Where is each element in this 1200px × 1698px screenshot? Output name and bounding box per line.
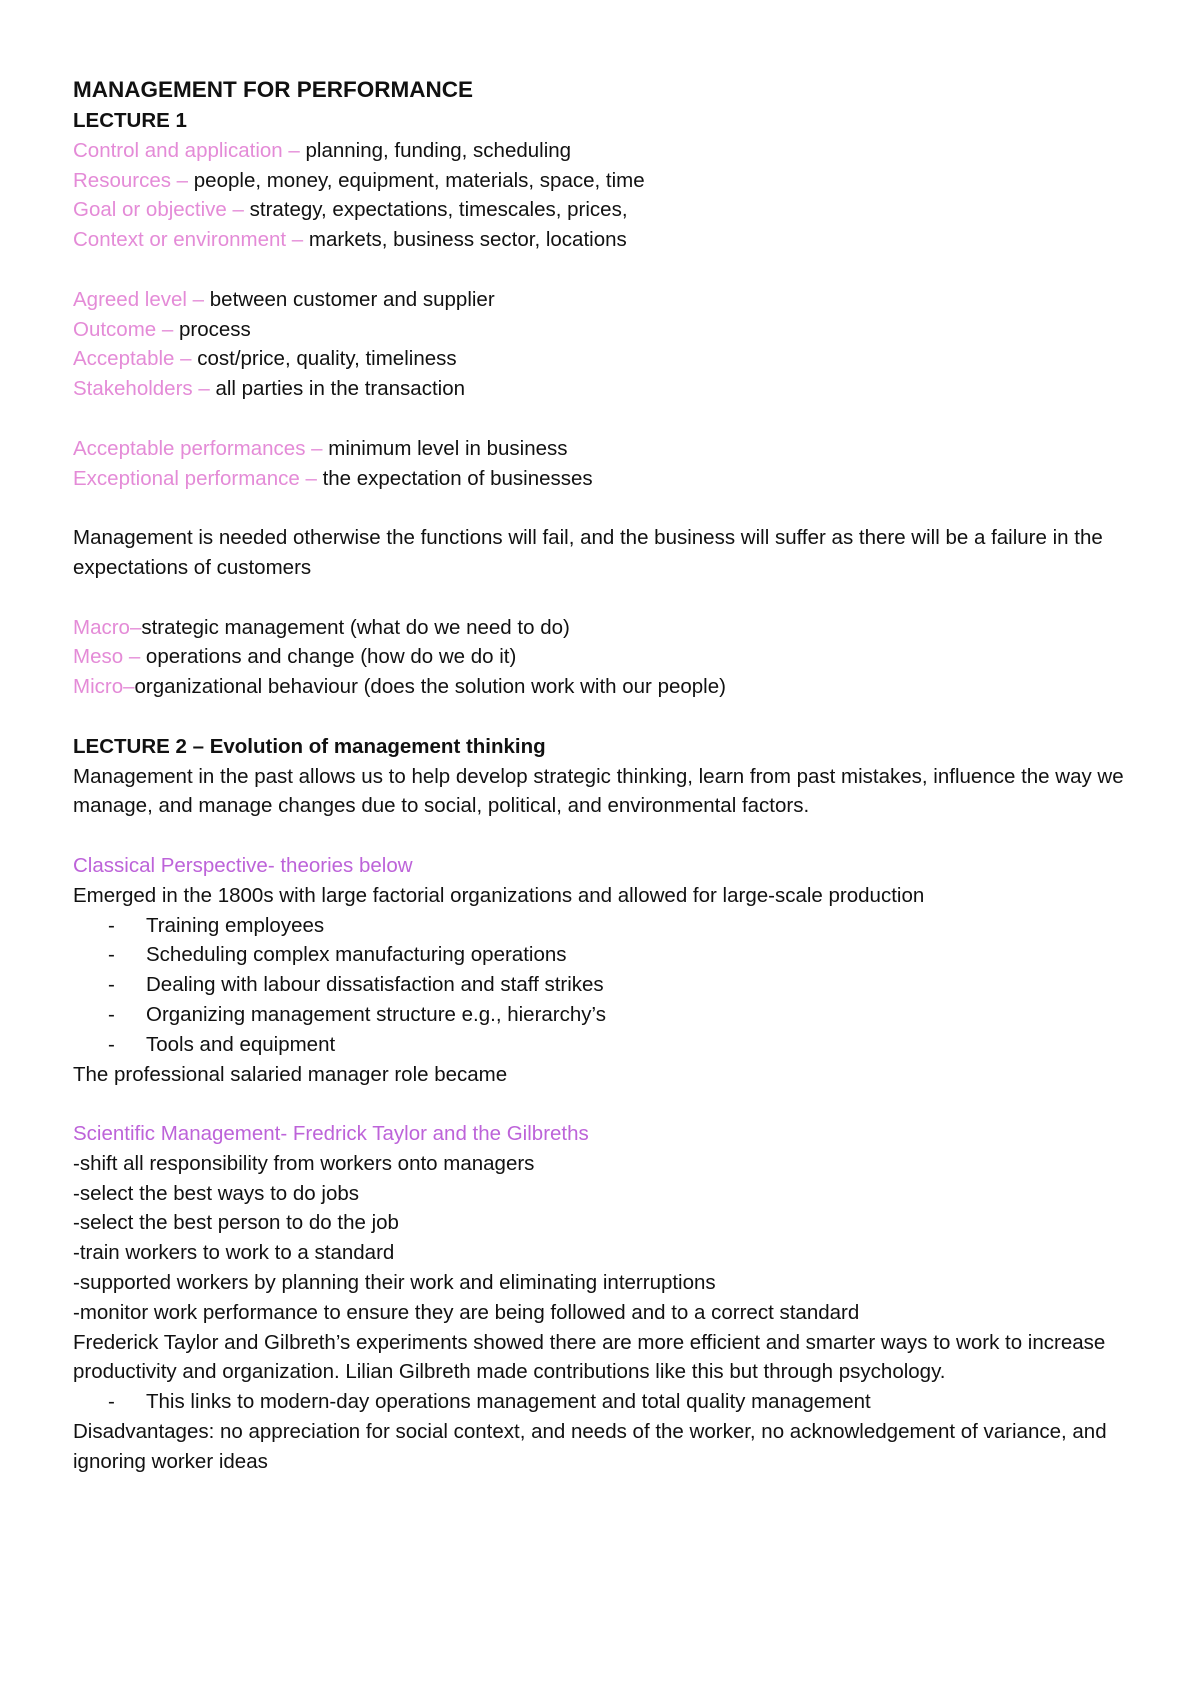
list-item xyxy=(73,911,1153,941)
bullet-dash: - xyxy=(108,1390,115,1414)
blank-line xyxy=(73,821,1153,851)
disadvantages-paragraph: Disadvantages: no appreciation for social context, and needs of the worker, no acknowledgement of variance, and ignoring worker ideas xyxy=(73,1420,1107,1473)
document-page xyxy=(73,74,1153,1477)
bullet-dash: - xyxy=(108,913,115,937)
definition-line xyxy=(73,315,1153,345)
list-item-text: Training employees xyxy=(146,913,325,937)
bullet-dash: - xyxy=(108,943,115,967)
definition-line xyxy=(73,344,1153,374)
definition-text: people, money, equipment, materials, space, time xyxy=(193,168,645,192)
definition-term: Acceptable – xyxy=(73,347,198,371)
definition-text: all parties in the transaction xyxy=(215,377,466,401)
definition-text: markets, business sector, locations xyxy=(308,228,627,252)
definition-text: strategy, expectations, timescales, prices, xyxy=(249,198,628,222)
blank-line xyxy=(73,404,1153,434)
definition-text: minimum level in business xyxy=(328,436,568,460)
definition-text: operations and change (how do we do it) xyxy=(145,645,517,669)
experiments-paragraph: Frederick Taylor and Gilbreth’s experiments showed there are more efficient and smarter ways to work to increase productivity and organization. Lilian Gilbreth made contributions like this but through psychology. xyxy=(73,1330,1106,1384)
definition-line xyxy=(73,374,1153,404)
scientific-management-heading: Scientific Management- Fredrick Taylor and the Gilbreths xyxy=(73,1122,589,1146)
scientific-point: -train workers to work to a standard xyxy=(73,1241,395,1265)
list-item-text: Scheduling complex manufacturing operations xyxy=(146,943,567,967)
bullet-dash: - xyxy=(108,973,115,997)
scientific-point: -monitor work performance to ensure they are being followed and to a correct standard xyxy=(73,1300,860,1324)
definition-text: process xyxy=(178,317,251,341)
definition-term: Macro– xyxy=(73,615,142,639)
management-paragraph: Management is needed otherwise the functions will fail, and the business will suffer as there will be a failure in the expectations of customers xyxy=(73,526,1103,579)
list-item-text: Dealing with labour dissatisfaction and staff strikes xyxy=(146,973,604,997)
definition-line xyxy=(73,166,1153,196)
blank-line xyxy=(73,255,1153,285)
scientific-point: -select the best person to do the job xyxy=(73,1211,399,1235)
list-item xyxy=(73,1000,1153,1030)
lecture-1-heading: LECTURE 1 xyxy=(73,109,187,132)
list-item xyxy=(73,1030,1153,1060)
classical-perspective-intro: Emerged in the 1800s with large factorial organizations and allowed for large-scale production xyxy=(73,883,925,907)
definition-term: Agreed level – xyxy=(73,287,210,311)
document-title: MANAGEMENT FOR PERFORMANCE xyxy=(73,77,473,102)
definition-term: Micro– xyxy=(73,675,135,699)
definition-line xyxy=(73,613,1153,643)
definition-line xyxy=(73,136,1153,166)
definition-term: Resources – xyxy=(73,168,194,192)
definition-text: cost/price, quality, timeliness xyxy=(197,347,457,371)
list-item-text: This links to modern-day operations management and total quality management xyxy=(146,1390,871,1414)
definition-term: Goal or objective – xyxy=(73,198,250,222)
scientific-point: -shift all responsibility from workers onto managers xyxy=(73,1151,535,1175)
definition-text: the expectation of businesses xyxy=(322,466,593,490)
blank-line xyxy=(73,583,1153,613)
definition-line xyxy=(73,434,1153,464)
definition-term: Acceptable performances – xyxy=(73,436,329,460)
lecture-2-heading: LECTURE 2 – Evolution of management thinking xyxy=(73,734,546,758)
definition-term: Meso – xyxy=(73,645,146,669)
definition-term: Stakeholders – xyxy=(73,377,216,401)
scientific-point: -supported workers by planning their work and eliminating interruptions xyxy=(73,1271,716,1295)
definition-term: Control and application – xyxy=(73,138,306,162)
blank-line xyxy=(73,1089,1153,1119)
definition-text: strategic management (what do we need to do) xyxy=(141,615,570,639)
definition-term: Exceptional performance – xyxy=(73,466,323,490)
definition-text: organizational behaviour (does the solution work with our people) xyxy=(134,675,726,699)
classical-perspective-heading: Classical Perspective- theories below xyxy=(73,853,413,877)
lecture-2-intro: Management in the past allows us to help develop strategic thinking, learn from past mistakes, influence the way we manage, and manage changes due to social, political, and environmental factors. xyxy=(73,764,1124,818)
definition-line xyxy=(73,672,1153,702)
definition-term: Context or environment – xyxy=(73,228,309,252)
scientific-point: -select the best ways to do jobs xyxy=(73,1181,360,1205)
list-item xyxy=(73,970,1153,1000)
blank-line xyxy=(73,493,1153,523)
list-item xyxy=(73,1387,1153,1417)
definition-term: Outcome – xyxy=(73,317,179,341)
definition-line xyxy=(73,225,1153,255)
definition-line xyxy=(73,464,1153,494)
definition-text: between customer and supplier xyxy=(209,287,495,311)
definition-line xyxy=(73,195,1153,225)
list-item-text: Tools and equipment xyxy=(146,1032,336,1056)
definition-text: planning, funding, scheduling xyxy=(305,138,572,162)
definition-line xyxy=(73,285,1153,315)
blank-line xyxy=(73,702,1153,732)
list-item xyxy=(73,940,1153,970)
bullet-dash: - xyxy=(108,1032,115,1056)
classical-perspective-outro: The professional salaried manager role became xyxy=(73,1062,508,1086)
list-item-text: Organizing management structure e.g., hierarchy’s xyxy=(146,1002,606,1026)
bullet-dash: - xyxy=(108,1002,115,1026)
definition-line xyxy=(73,642,1153,672)
